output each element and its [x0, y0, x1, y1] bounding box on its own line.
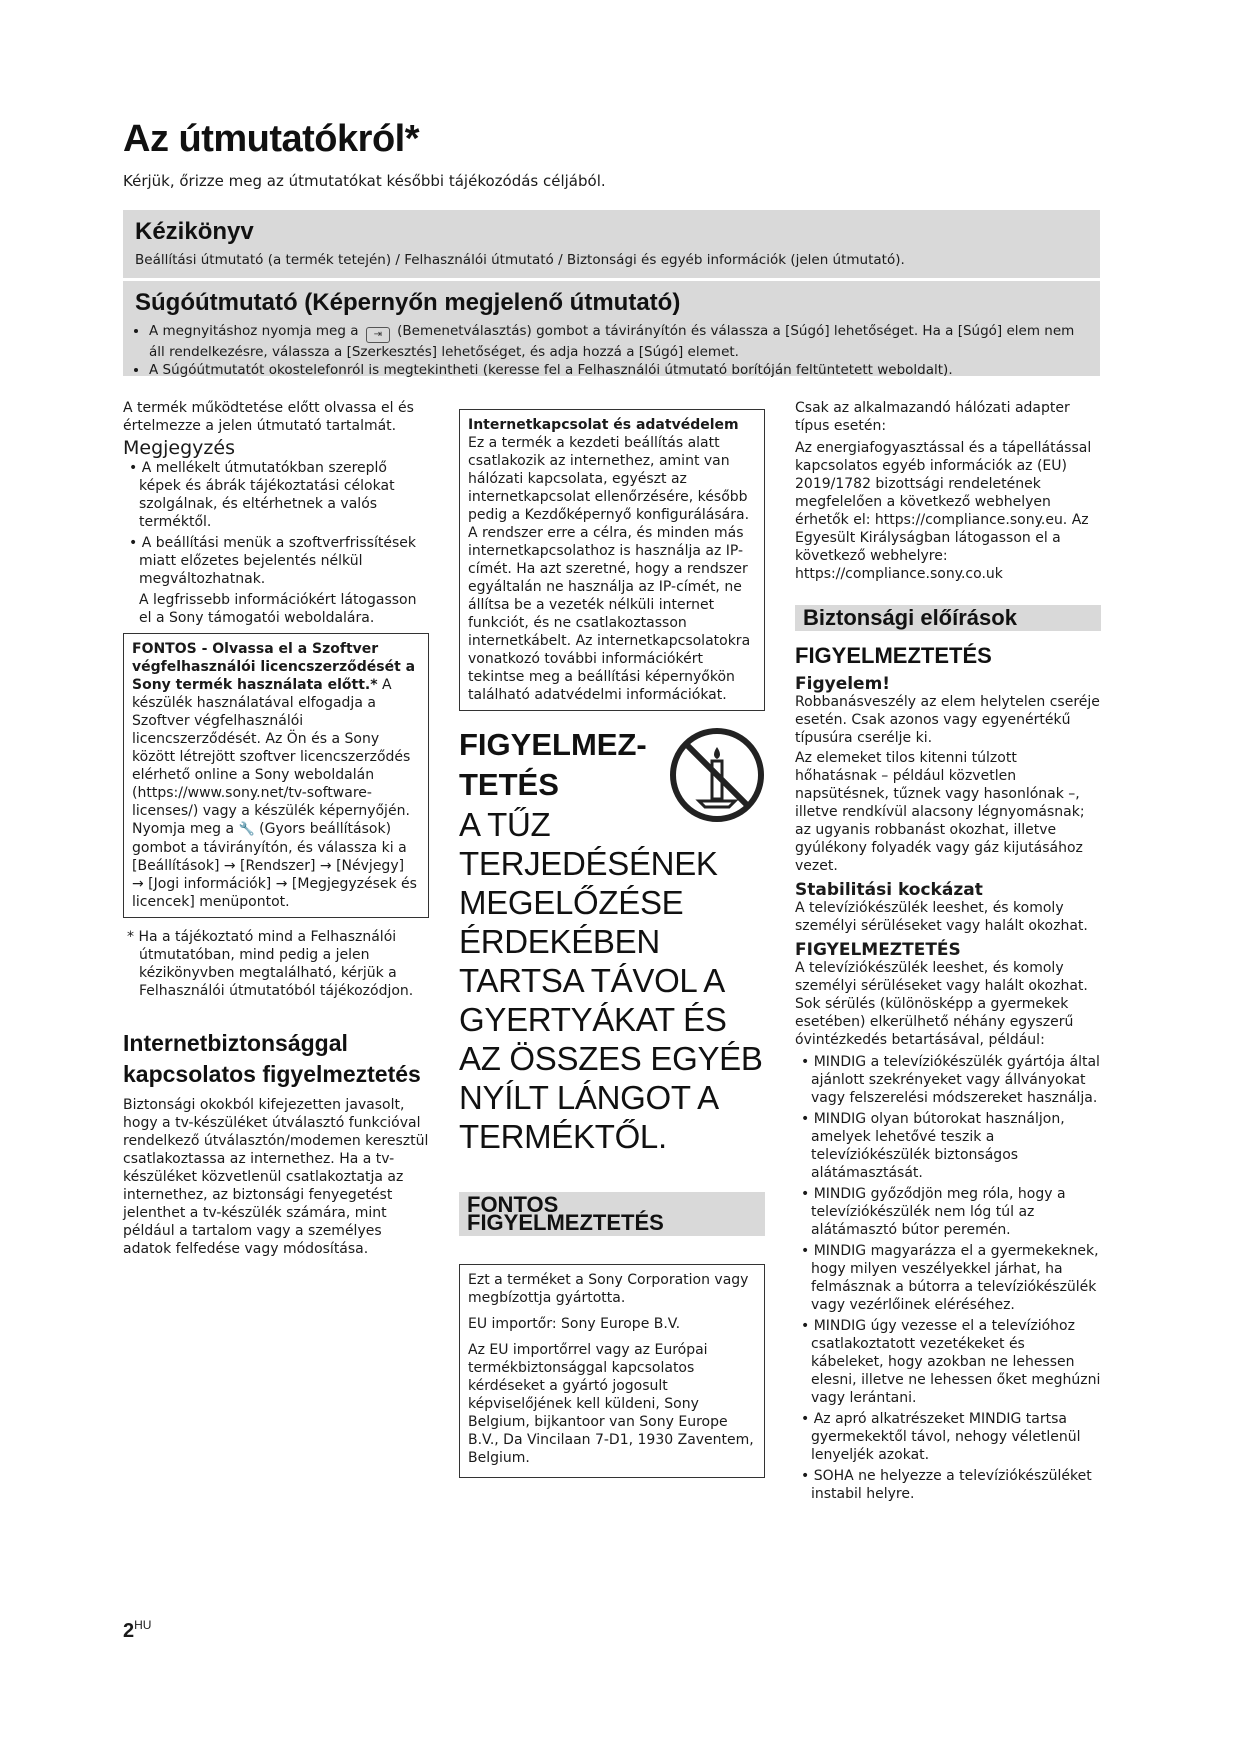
stability-bullet: • MINDIG magyarázza el a gyermekeknek, hogy milyen veszélyekkel járhat, ha felmásznak a bútorra a televíziókészülék vagy vezérlőinek eléréséhez.	[801, 1243, 1099, 1313]
page-number	[123, 1618, 151, 1643]
note-item-2: • A beállítási menük a szoftverfrissítések miatt előzetes bejelentés nélkül megváltozhatnak. A legfrissebb információkért látogasson el a Sony támogatói weboldalára.	[123, 534, 429, 627]
security-text: Biztonsági okokból kifejezetten javasolt, hogy a tv-készüléket útválasztó funkcióval rendelkező útválasztón/modemen keresztül csatlakoztassa az internethez. Ha a tv-készüléket közvetlenül csatlakoztatja az internethez, az biztonsági fenyegetést jelenthet a tv-készülék számára, mint például a tartalom vagy a személyes adatok felfedése vagy módosítása.	[123, 1097, 429, 1257]
manual-heading: Kézikönyv	[135, 218, 254, 245]
stability-bullets	[795, 1053, 1101, 1503]
notes-list	[123, 459, 429, 627]
help-bullet-1	[149, 322, 1088, 361]
stability-bullet-text: Az apró alkatrészeket MINDIG tartsa gyermekektől távol, nehogy véletlenül lenyeljék azokat.	[811, 1411, 1081, 1463]
attention-text-1: Robbanásveszély az elem helytelen cseréje esetén. Csak azonos vagy egyenértékű típusúra cserélje ki.	[795, 694, 1100, 746]
stability-bullet: • MINDIG olyan bútorokat használjon, amelyek lehetővé teszik a televíziókészülék biztonságos alátámasztását.	[801, 1111, 1065, 1181]
stability-text: A televíziókészülék leeshet, és komoly személyi sérüléseket vagy halált okozhat.	[795, 900, 1088, 934]
help-box	[123, 281, 1100, 376]
importer-questions: Az EU importőrrel vagy az Európai termékbiztonsággal kapcsolatos kérdéseket a gyártó jogosult képviselőjének kell küldeni, Sony Belgium, bijkantoor van Sony Europe B.V., Da Vincilaan 7-D1, 1930 Zaventem, Belgium.	[468, 1342, 754, 1466]
security-heading: Internetbiztonsággal kapcsolatos figyelmeztetés	[123, 1030, 421, 1087]
no-candle-icon-graphic	[669, 727, 765, 823]
privacy-box	[459, 409, 765, 711]
stability-bullet-text: SOHA ne helyezze a televíziókészüléket instabil helyre.	[811, 1468, 1092, 1502]
stability-bullet-text: MINDIG magyarázza el a gyermekeknek, hogy milyen veszélyekkel járhat, ha felmásznak a bútorra a televíziókészülék vagy vezérlőinek eléréséhez.	[811, 1243, 1099, 1313]
stability-bullet: • MINDIG a televíziókészülék gyártója által ajánlott szekrényeket vagy állványokat vagy felszerelési módszereket használja.	[801, 1054, 1100, 1106]
stability-bullet-text: MINDIG győződjön meg róla, hogy a televíziókészülék nem lóg túl az alátámasztó bútor peremén.	[811, 1186, 1066, 1238]
warning2-heading: FIGYELMEZTETÉS	[795, 940, 961, 960]
note-2-text: A beállítási menük a szoftverfrissítések miatt előzetes bejelentés nélkül megváltozhatnak.	[139, 535, 416, 587]
importer-text: EU importőr: Sony Europe B.V.	[468, 1316, 681, 1332]
stability-bullet-text: MINDIG úgy vezesse el a televízióhoz csatlakoztatott vezetékeket és kábeleket, hogy azokban ne lehessen elesni, illetve ne lehessen őket meghúzni vagy lerántani.	[811, 1318, 1101, 1406]
license-notice-box	[123, 633, 429, 918]
input-select-icon: ⇥	[366, 327, 390, 343]
note-1-text: A mellékelt útmutatókban szereplő képek és ábrák tájékoztatási célokat szolgálnak, és eltérhetnek a valós terméktől.	[139, 460, 395, 530]
help-bullets	[135, 322, 1088, 379]
stability-bullet-text: MINDIG a televíziókészülék gyártója által ajánlott szekrényeket vagy állványokat vagy felszerelési módszereket használja.	[811, 1054, 1100, 1106]
note-item-1: • A mellékelt útmutatókban szereplő képek és ábrák tájékoztatási célokat szolgálnak, és eltérhetnek a valós terméktől.	[129, 460, 395, 530]
no-candle-icon	[669, 727, 765, 823]
privacy-text: Ez a termék a kezdeti beállítás alatt csatlakozik az internethez, amint van hálózati kapcsolata, egyészt az internetkapcsolat ellenőrzésére, később pedig a Kezdőképernyő konfigurálására. A rendszer erre a célra, és minden más internetkapcsolathoz is használja az IP-címét. Ha azt szeretné, hogy a rendszer egyáltalán ne használja az IP-címét, ne állítsa be a vezeték nélküli internet funkciót, és ne csatlakoztasson internetkábelt. Az internetkapcsolatokra vonatkozó további információkért tekintse meg a beállítási képernyőkön található adatvédelmi információkat.	[468, 435, 751, 703]
maker-text: Ezt a terméket a Sony Corporation vagy megbízottja gyártotta.	[468, 1272, 749, 1306]
column-1	[123, 399, 429, 1262]
privacy-heading: Internetkapcsolat és adatvédelem	[468, 417, 739, 433]
attention-heading: Figyelem!	[795, 674, 891, 694]
page-title: Az útmutatókról*	[123, 118, 419, 160]
energy-text: Az energiafogyasztással és a tápellátással kapcsolatos egyéb információk az (EU) 2019/1782 bizottsági rendeletének megfelelően a következő webhelyen érhetők el: https://compliance.sony.eu. Az Egyesült Királyságban látogasson el a következő webhelyre: https://compliance.sony.co.uk	[795, 440, 1092, 582]
warning-heading: FIGYELMEZTETÉS	[795, 643, 992, 668]
license-notice-bold: FONTOS - Olvassa el a Szoftver végfelhasználói licencszerződését a Sony termék használata előtt.*	[132, 641, 416, 693]
maker-box	[459, 1264, 765, 1478]
notes-heading: Megjegyzés	[123, 437, 235, 459]
stability-bullet: • Az apró alkatrészeket MINDIG tartsa gyermekektől távol, nehogy véletlenül lenyeljék azokat.	[801, 1411, 1081, 1463]
footnote: * Ha a tájékoztató mind a Felhasználói útmutatóban, mind pedig a jelen kézikönyvben megtalálható, kérjük a Felhasználói útmutatóból tájékozódjon.	[127, 929, 414, 999]
fire-warning	[459, 725, 765, 1156]
intro-text: A termék működtetése előtt olvassa el és értelmezze a jelen útmutató tartalmát.	[123, 400, 414, 434]
stability-bullet: • MINDIG úgy vezesse el a televízióhoz csatlakoztatott vezetékeket és kábeleket, hogy azokban ne lehessen elesni, illetve ne lehessen őket meghúzni vagy lerántani.	[801, 1318, 1101, 1406]
manual-text: Beállítási útmutató (a termék tetején) / Felhasználói útmutató / Biztonsági és egyéb információk (jelen útmutató).	[135, 252, 905, 268]
note-2-extra: A legfrissebb információkért látogasson el a Sony támogatói weboldalára.	[139, 592, 417, 626]
adapter-text: Csak az alkalmazandó hálózati adapter típus esetén:	[795, 400, 1070, 434]
stability-bullet-text: MINDIG olyan bútorokat használjon, amelyek lehetővé teszik a televíziókészülék biztonságos alátámasztását.	[811, 1111, 1065, 1181]
attention-text-2: Az elemeket tilos kitenni túlzott hőhatásnak – például közvetlen napsütésnek, tűznek vagy hasonlónak –, illetve rendkívül alacsony légnyomásnak; az ugyanis robbanást okozhat, illetve gyúlékony folyadék vagy gáz kijutásához vezet.	[795, 750, 1085, 874]
safety-heading: Biztonsági előírások	[795, 605, 1101, 631]
page-subtitle: Kérjük, őrizze meg az útmutatókat későbbi tájékozódás céljából.	[123, 172, 606, 190]
quick-settings-icon: 🔧	[238, 822, 255, 837]
help-bullet-2: • A Súgóútmutatót okostelefonról is megtekintheti (keresse fel a Felhasználói útmutató borítóján feltüntetett weboldalt).	[149, 361, 1088, 379]
important-warning-heading: FONTOS FIGYELMEZTETÉS	[459, 1192, 765, 1236]
license-notice-text-2: (Gyors beállítások) gombot a távirányítón, és válassza ki a [Beállítások] → [Rendszer] → [Névjegy] → [Jogi információk] → [Megjegyzések és licencek] menüpontot.	[132, 821, 417, 910]
help-heading: Súgóútmutató (Képernyőn megjelenő útmutató)	[135, 289, 681, 316]
fire-warning-text: A TŰZ TERJEDÉSÉNEK MEGELŐZÉSE ÉRDEKÉBEN TARTSA TÁVOL A GYERTYÁKAT ÉS AZ ÖSSZES EGYÉB NYÍLT LÁNGOT A TERMÉKTŐL.	[459, 806, 763, 1155]
page-number-value: 2	[123, 1620, 135, 1642]
license-notice-text-1: A készülék használatával elfogadja a Szoftver végfelhasználói licencszerződését. Az Ön és a Sony között létrejött szoftver licencszerződés elérhető online a Sony weboldalán (https://www.sony.net/tv-software-licenses/) vagy a készülék képernyőjén. Nyomja meg a	[132, 677, 411, 837]
fire-warning-heading: FIGYELMEZ- TETÉS	[459, 727, 647, 802]
stability-bullet: • SOHA ne helyezze a televíziókészüléket instabil helyre.	[801, 1468, 1092, 1502]
help-bullet-1-post: (Bemenetválasztás) gombot a távirányítón és válassza a [Súgó] lehetőséget. Ha a [Súgó] elem nem áll rendelkezésre, válassza a [Szerkesztés] lehetőséget, és adja hozzá a [Súgó] elemet.	[149, 323, 1075, 360]
column-2	[459, 409, 765, 1478]
help-bullet-1-pre: A megnyitáshoz nyomja meg a	[149, 323, 359, 339]
page-language-code: HU	[134, 1618, 152, 1632]
stability-bullet: • MINDIG győződjön meg róla, hogy a televíziókészülék nem lóg túl az alátámasztó bútor peremén.	[801, 1186, 1066, 1238]
column-3	[795, 399, 1101, 1506]
manual-box	[123, 210, 1100, 278]
stability-heading: Stabilitási kockázat	[795, 880, 983, 900]
warning2-text: A televíziókészülék leeshet, és komoly személyi sérüléseket vagy halált okozhat. Sok sérülés (különösképp a gyermekek esetében) elkerülhető néhány egyszerű óvintézkedés betartásával, például:	[795, 960, 1088, 1048]
